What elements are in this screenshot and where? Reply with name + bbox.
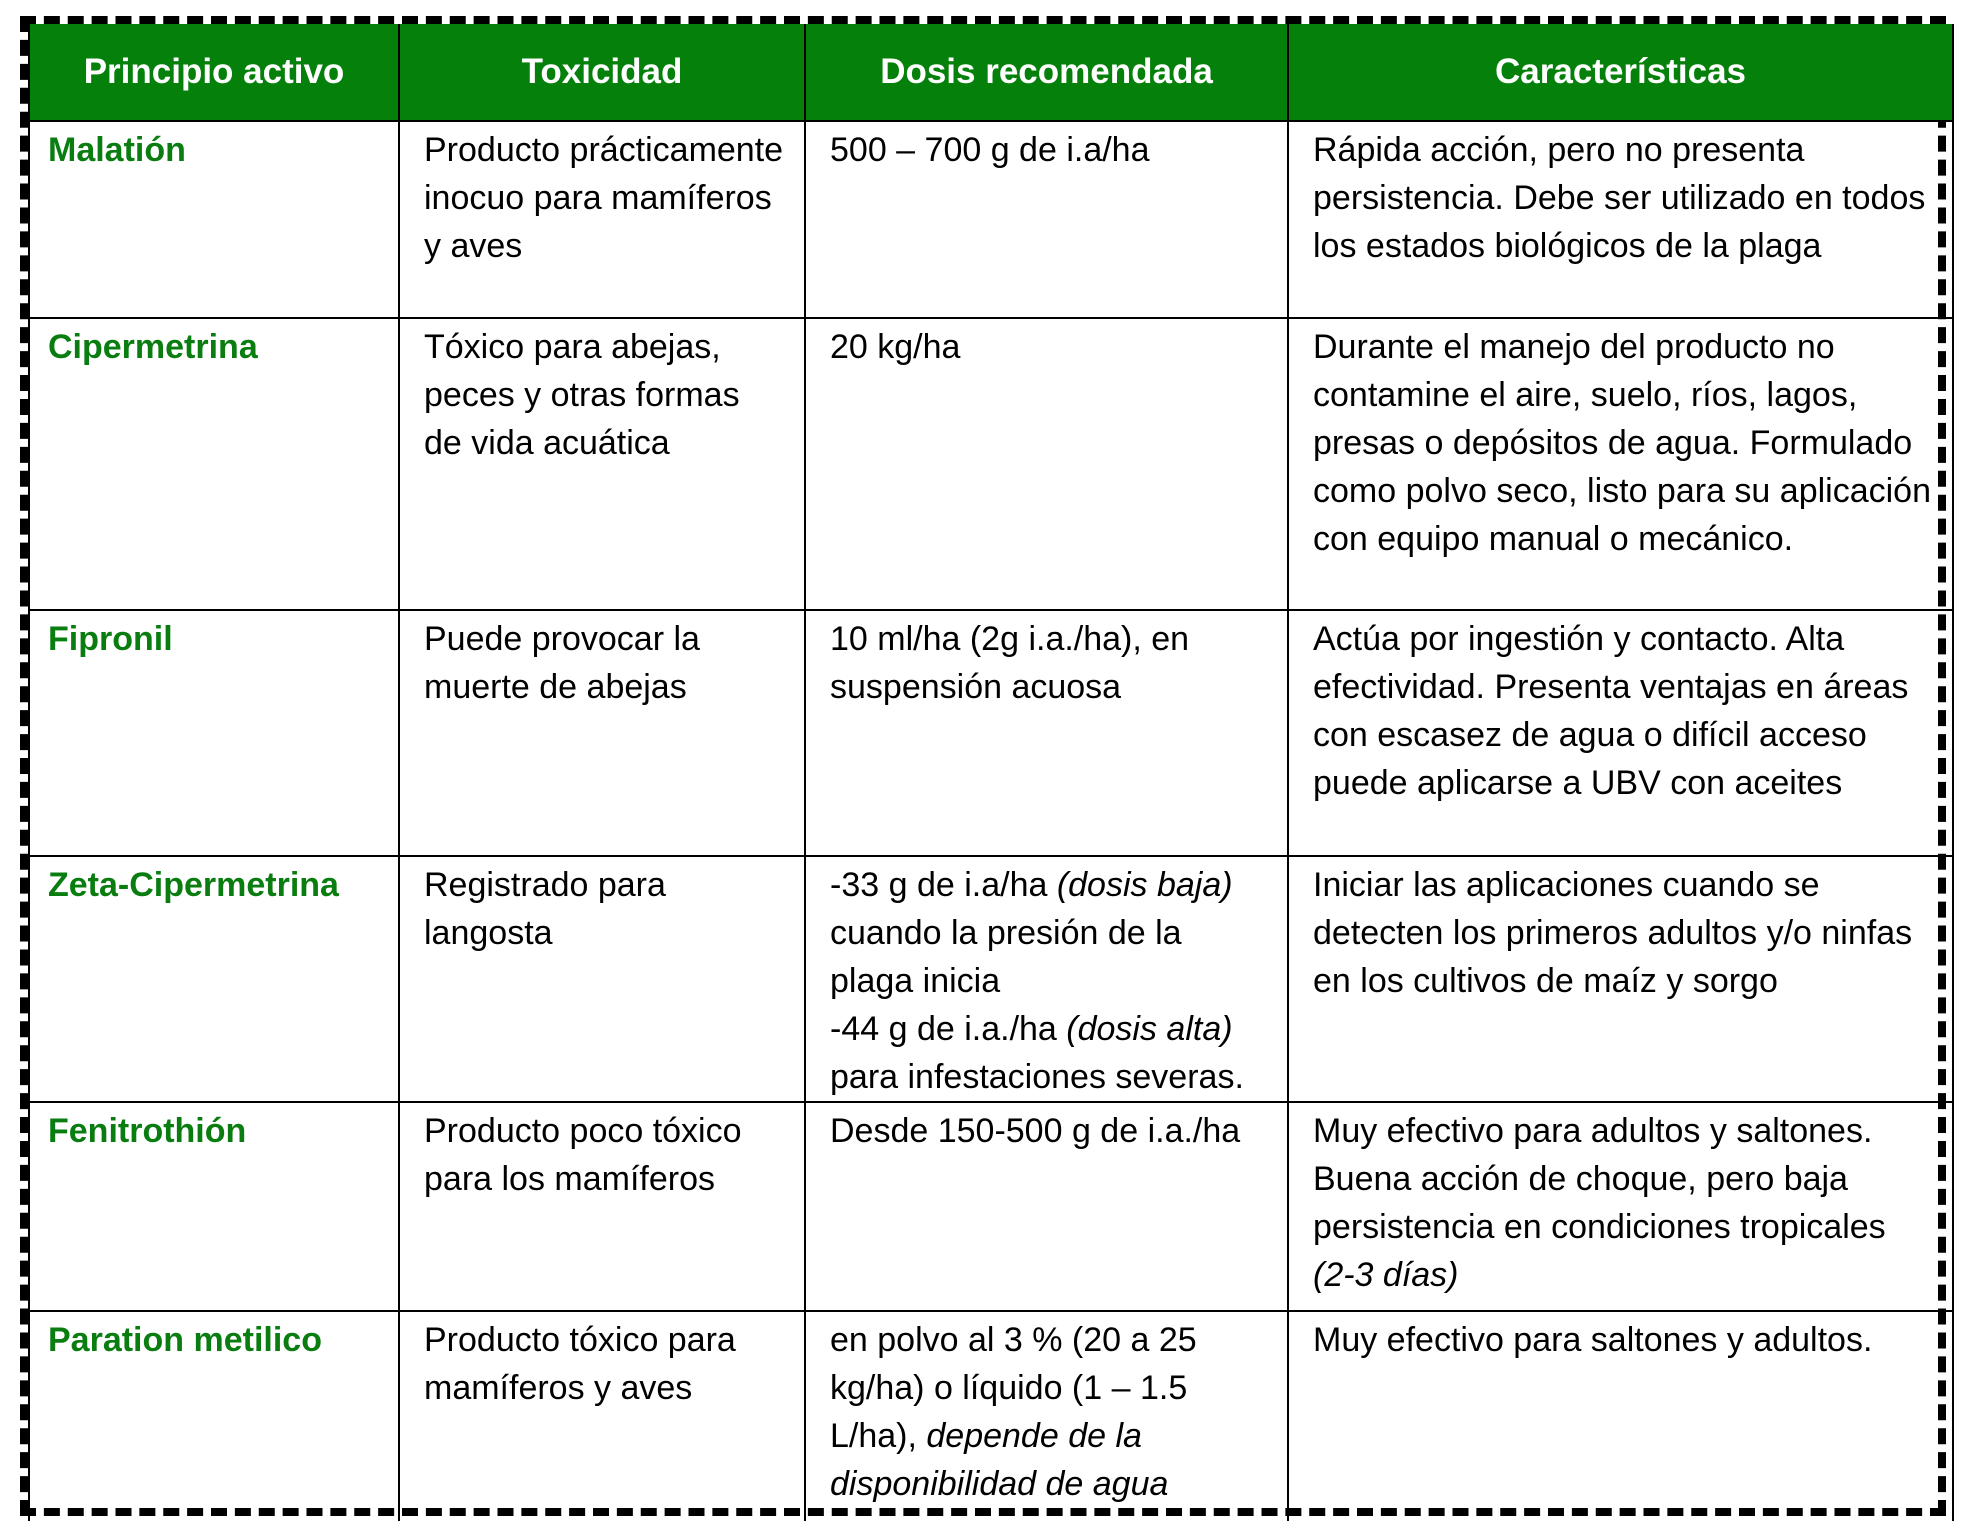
principio-activo-cell: Zeta-Cipermetrina	[29, 856, 399, 1102]
dosis-cell: 20 kg/ha	[805, 318, 1288, 610]
dosis-baja-line	[830, 861, 1267, 1005]
dosis-cell	[805, 1311, 1288, 1521]
principio-activo-cell: Cipermetrina	[29, 318, 399, 610]
toxicidad-cell: Registrado para langosta	[399, 856, 805, 1102]
header-caracteristicas: Características	[1288, 24, 1953, 121]
insecticide-table	[28, 24, 1954, 1521]
principio-activo-cell: Malatión	[29, 121, 399, 318]
table-row	[29, 856, 1953, 1102]
caracteristicas-cell: Rápida acción, pero no presenta persistencia. Debe ser utilizado en todos los estados biológicos de la plaga	[1288, 121, 1953, 318]
toxicidad-cell: Producto prácticamente inocuo para mamíferos y aves	[399, 121, 805, 318]
dosis-alta-note: para infestaciones severas.	[830, 1058, 1244, 1096]
toxicidad-cell: Tóxico para abejas, peces y otras formas de vida acuática	[399, 318, 805, 610]
caracteristicas-cell: Durante el manejo del producto no contamine el aire, suelo, ríos, lagos, presas o depósitos de agua. Formulado como polvo seco, listo para su aplicación con equipo manual o mecánico.	[1288, 318, 1953, 610]
dosis-alta-line	[830, 1005, 1267, 1101]
header-principio-activo: Principio activo	[29, 24, 399, 121]
dosis-baja-note: cuando la presión de la plaga inicia	[830, 914, 1182, 1000]
header-toxicidad: Toxicidad	[399, 24, 805, 121]
caracteristicas-cell: Muy efectivo para saltones y adultos.	[1288, 1311, 1953, 1521]
dosis-cell: 10 ml/ha (2g i.a./ha), en suspensión acuosa	[805, 610, 1288, 856]
dosis-italic-note: depende de la disponibilidad de agua	[830, 1417, 1169, 1503]
toxicidad-cell: Producto tóxico para mamíferos y aves	[399, 1311, 805, 1521]
caracteristicas-cell: Actúa por ingestión y contacto. Alta efectividad. Presenta ventajas en áreas con escasez de agua o difícil acceso puede aplicarse a UBV con aceites	[1288, 610, 1953, 856]
caracteristicas-cell	[1288, 1102, 1953, 1311]
table-row	[29, 1102, 1953, 1311]
principio-activo-cell: Fipronil	[29, 610, 399, 856]
dosis-cell: 500 – 700 g de i.a/ha	[805, 121, 1288, 318]
dosis-cell	[805, 856, 1288, 1102]
principio-activo-cell: Paration metilico	[29, 1311, 399, 1521]
table-row	[29, 318, 1953, 610]
toxicidad-cell: Puede provocar la muerte de abejas	[399, 610, 805, 856]
table-row	[29, 121, 1953, 318]
dosis-baja-text: -33 g de i.a/ha	[830, 866, 1057, 904]
dosis-text: en polvo al 3 % (20 a 25 kg/ha) o líquido (1 – 1.5 L/ha),	[830, 1321, 1197, 1455]
table-row	[29, 610, 1953, 856]
principio-activo-cell: Fenitrothión	[29, 1102, 399, 1311]
caracteristicas-cell: Iniciar las aplicaciones cuando se detecten los primeros adultos y/o ninfas en los cultivos de maíz y sorgo	[1288, 856, 1953, 1102]
table-row	[29, 1311, 1953, 1521]
dosis-baja-label: (dosis baja)	[1056, 866, 1233, 904]
dosis-alta-text: -44 g de i.a./ha	[830, 1010, 1067, 1048]
caracteristicas-text: Muy efectivo para adultos y saltones. Buena acción de choque, pero baja persistencia en condiciones tropicales	[1313, 1112, 1886, 1246]
table-header-row	[29, 24, 1953, 121]
dosis-alta-label: (dosis alta)	[1066, 1010, 1233, 1048]
toxicidad-cell: Producto poco tóxico para los mamíferos	[399, 1102, 805, 1311]
dosis-cell: Desde 150-500 g de i.a./ha	[805, 1102, 1288, 1311]
caracteristicas-italic-note: (2-3 días)	[1313, 1256, 1459, 1294]
header-dosis-recomendada: Dosis recomendada	[805, 24, 1288, 121]
